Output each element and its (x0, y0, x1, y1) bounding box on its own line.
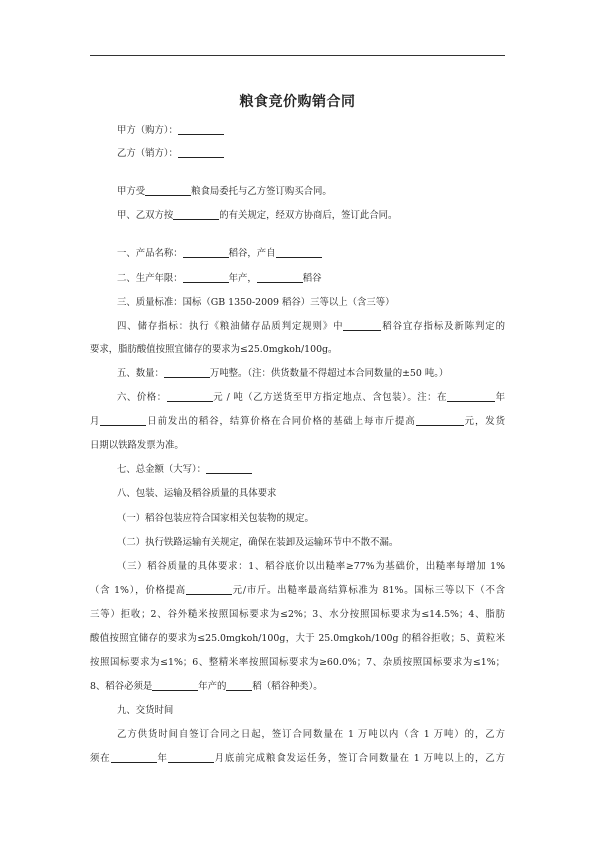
quality-requirement-line-2: （含 1%），价格提高 元/市斤。出糙率最高结算标准为 81%。国标三等以下（不含 (90, 585, 505, 596)
production-year-line: 二、生产年限： 年产， 稻谷 (117, 273, 322, 284)
packaging-rule-1: （一）稻谷包装应符合国家相关包装物的规定。 (117, 513, 314, 524)
quality-requirement-line-3: 三等）拒收；2、谷外糙米按照国标要求为≤2%；3、水分按照国标要求为≤14.5%；4、脂肪 (90, 609, 505, 620)
production-year-blank[interactable] (183, 272, 229, 283)
total-amount-blank[interactable] (206, 463, 252, 474)
product-name-line: 一、产品名称： 稻谷，产自 (117, 247, 532, 260)
quality-requirement-line-6: 8、稻谷必须是 年产的 稻（稻谷种类）。 (90, 681, 323, 692)
storage-requirement-line: 要求，脂肪酸值按照宜储存的要求为≤25.0mgkoh/100g。 (90, 344, 338, 355)
header-rule (90, 55, 505, 56)
quality-requirement-line-5: 按照国标要求为≤1%；6、整精米率按照国标要求为≥60.0%；7、杂质按照国标要求为≤1%； (90, 657, 505, 668)
price-year-blank[interactable] (447, 391, 495, 402)
regulation-blank[interactable] (173, 209, 219, 220)
price-line: 六、价格： 元 / 吨（乙方送货至甲方指定地点、含包装）。注：在 年 (117, 392, 505, 403)
quality-requirement-line-1: （三）稻谷质量的具体要求：1、稻谷底价以出糙率≥77%为基础价，出糙率每增加 1% (117, 561, 505, 572)
quantity-blank[interactable] (164, 367, 210, 378)
rice-year-blank[interactable] (152, 680, 198, 691)
storage-index-line: 四、储存指标：执行《粮油储存品质判定规则》中 稻谷宜存指标及新陈判定的 (117, 321, 505, 332)
rice-type-blank[interactable] (257, 272, 303, 283)
delivery-year-blank[interactable] (111, 752, 157, 763)
quantity-line: 五、数量： 万吨整。（注：供货数量不得超过本合同数量的±50 吨。） (117, 368, 449, 379)
party-b-line: 乙方（销方）： (117, 147, 532, 160)
price-blank[interactable] (167, 391, 213, 402)
grain-bureau-blank[interactable] (145, 185, 191, 196)
agreement-line: 甲、乙双方按 的有关规定，经双方协商后，签订此合同。 (117, 210, 398, 221)
delivery-date-note-line: 日期以铁路发票为准。 (90, 440, 184, 451)
price-increase-blank[interactable] (416, 415, 464, 426)
quality-standard-line: 三、质量标准：国标（GB 1350-2009 稻谷）三等以上（含三等） (117, 297, 395, 308)
delivery-time-line-2: 须在 年 月底前完成粮食发运任务，签订合同数量在 1 万吨以上的，乙方 (90, 753, 505, 764)
party-a-line: 甲方（购方）： (117, 124, 532, 137)
price-date-line: 月 日前发出的稻谷，结算价格在合同价格的基础上每市斤提高 元，发货 (90, 416, 505, 427)
price-month-blank[interactable] (100, 415, 146, 426)
packaging-rule-2: （二）执行铁路运输有关规定，确保在装卸及运输环节中不散不漏。 (117, 537, 399, 548)
party-a-blank[interactable] (178, 124, 224, 135)
rough-rate-increase-blank[interactable] (186, 584, 232, 595)
rice-variety-blank[interactable] (226, 680, 252, 691)
delivery-time-heading: 九、交货时间 (117, 705, 174, 716)
total-amount-line: 七、总金额（大写）： (117, 463, 532, 476)
quality-requirement-line-4: 酸值按照宜储存的要求为≤25.0mgkoh/100g，大于 25.0mgkoh/100g 的稻谷拒收；5、黄粒米 (90, 633, 505, 644)
delivery-time-line-1: 乙方供货时间自签订合同之日起，签订合同数量在 1 万吨以内（含 1 万吨）的，乙方 (117, 729, 505, 740)
origin-blank[interactable] (276, 247, 322, 258)
party-b-blank[interactable] (178, 147, 224, 158)
packaging-heading: 八、包装、运输及稻谷质量的具体要求 (117, 488, 277, 499)
storage-rule-blank[interactable] (343, 320, 381, 331)
product-name-blank[interactable] (183, 247, 229, 258)
delivery-month-blank[interactable] (168, 752, 214, 763)
entrust-line: 甲方受 粮食局委托与乙方签订购买合同。 (117, 186, 332, 197)
document-title: 粮食竞价购销合同 (239, 94, 356, 110)
